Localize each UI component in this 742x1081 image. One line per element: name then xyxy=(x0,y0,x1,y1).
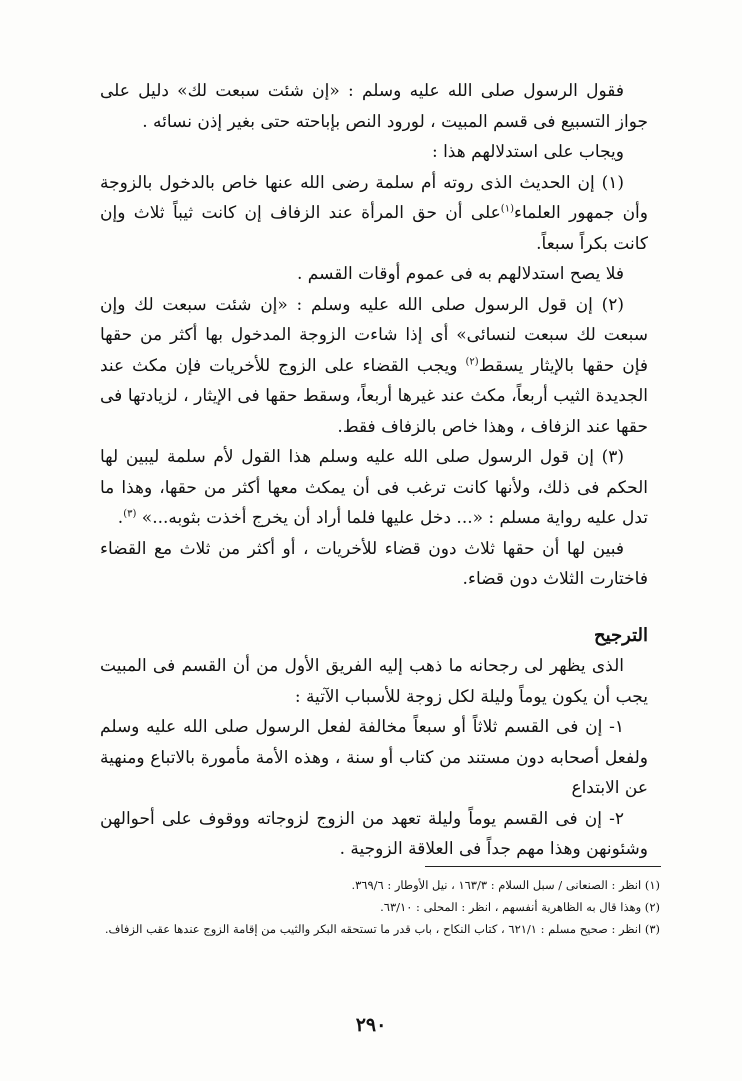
page-number: ٢٩٠ xyxy=(355,1014,387,1036)
footnotes xyxy=(100,874,660,940)
paragraph-6: (٣) إن قول الرسول صلى الله عليه وسلم هذا القول لأم سلمة ليبين لها الحكم فى ذلك، ولأنها كانت ترغب فى أن يمكث معها أكثر من حقها، وهذا ما تدل عليه رواية مسلم : «... دخل عليها فلما أراد أن يخرج أخذت بثوبه...» $^{(٣)}$. xyxy=(100,447,648,528)
paragraph-3-text: (١) إن الحديث الذى روته أم سلمة رضى الله عنها خاص بالدخول بالزوجة وأن جمهور العلماء xyxy=(100,172,648,223)
paragraph-1: فقول الرسول صلى الله عليه وسلم : «إن شئت سبعت لك» دليل على جواز التسبيع فى قسم المبيت ، لورود النص بإباحته حتى بغير إذن نسائه . xyxy=(100,81,648,132)
paragraph-7: فبين لها أن حقها ثلاث دون قضاء للأخريات ، أو أكثر من ثلاث مع القضاء فاختارت الثلاث دون قضاء. xyxy=(100,538,648,589)
paragraph-10: ٢- إن فى القسم يوماً وليلة تعهد من الزوج لزوجاته ووقوف على أحوالهن وشئونهن وهذا مهم جداً فى العلاقة الزوجية . xyxy=(100,808,648,859)
paragraph-5-text: (٢) إن قول الرسول صلى الله عليه وسلم : «إن شئت سبعت لك وإن سبعت لك سبعت لنسائى» أى إذا شاءت الزوجة المدخول بها أكثر من حقها فإن حقها بالإيثار يسقط xyxy=(100,294,649,376)
paragraph-2: ويجاب على استدلالهم هذا : xyxy=(431,142,624,162)
paragraph-6-text: (٣) إن قول الرسول صلى الله عليه وسلم هذا القول لأم سلمة ليبين لها الحكم فى ذلك، ولأنها كانت ترغب فى أن يمكث معها أكثر من حقها، وهذا ما تدل عليه رواية مسلم : «... دخل عليها فلما أراد أن يخرج أخذت بثوبه...» xyxy=(100,447,648,528)
paragraph-4: فلا يصح استدلالهم به فى عموم أوقات القسم . xyxy=(296,264,624,284)
footnote-2: (٢) وهذا قال به الظاهرية أنفسهم ، انظر : المحلى : ٦٣/١٠. xyxy=(380,900,660,914)
footnote-ref-1: (١) xyxy=(500,203,514,215)
paragraph-8: الذى يظهر لى رجحانه ما ذهب إليه الفريق الأول من أن القسم فى المبيت يجب أن يكون يوماً وليلة لكل زوجة للأسباب الآتية : xyxy=(100,656,648,707)
main-text xyxy=(100,76,648,865)
paragraph-3-rest: على أن حق المرأة عند الزفاف إن كانت ثيباً ثلاث وإن كانت بكراً سبعاً. xyxy=(100,203,648,254)
paragraph-5 xyxy=(100,290,648,443)
footnote-ref-3: (٣) xyxy=(123,508,137,520)
footnote-divider xyxy=(425,866,661,867)
footnote-1: (١) انظر : الصنعانى / سبل السلام : ١٦٣/٣ ، نيل الأوطار : ٣٦٩/٦. xyxy=(351,878,660,892)
footnote-ref-2: (٢) xyxy=(465,355,479,367)
footnote-3: (٣) انظر : صحيح مسلم : ٦٢١/١ ، كتاب النكاح ، باب قدر ما تستحقه البكر والثيب من إقامة الزوج عندها عقب الزفاف. xyxy=(104,922,660,936)
paragraph-5-rest: ويجب القضاء على الزوج للأخريات فإن مكث عند الجديدة الثيب أربعاً، مكث عند غيرها أربعاً، وسقط حقها فى الإيثار ، لزيادتها فى حقها عند الزفاف ، وهذا خاص بالزفاف فقط. xyxy=(100,355,648,437)
paragraph-3 xyxy=(100,168,648,260)
section-heading: الترجيح xyxy=(593,624,648,646)
paragraph-9: ١- إن فى القسم ثلاثاً أو سبعاً مخالفة لفعل الرسول صلى الله عليه وسلم ولفعل أصحابه دون مستند من كتاب أو سنة ، وهذه الأمة مأمورة بالاتباع ومنهية عن الابتداع xyxy=(100,717,648,798)
